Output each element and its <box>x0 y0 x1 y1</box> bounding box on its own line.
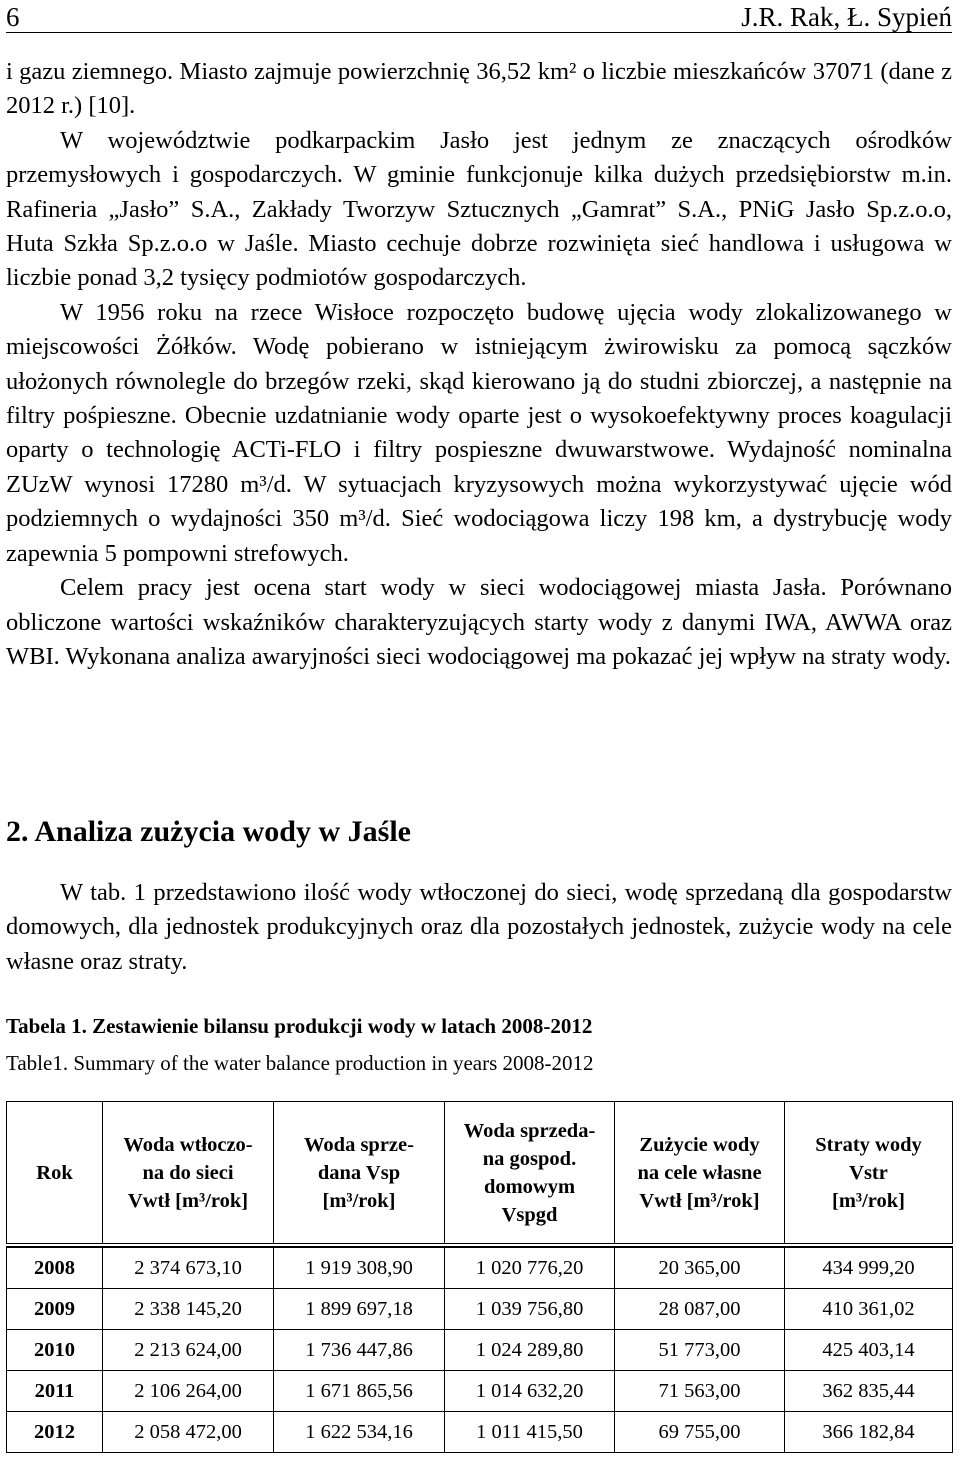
section-intro-paragraph: W tab. 1 przedstawiono ilość wody wtłoczonej do sieci, wodę sprzedaną dla gospodarstw domowych, dla jednostek produkcyjnych oraz dla pozostałych jednostek, zużycie wody na cele własne oraz straty. <box>6 879 952 975</box>
table-header-cell <box>445 1102 615 1246</box>
table-cell: 425 403,14 <box>785 1330 953 1371</box>
table-cell: 71 563,00 <box>615 1371 785 1412</box>
table-header-line: Vstr <box>849 1161 888 1184</box>
table-cell: 20 365,00 <box>615 1248 785 1289</box>
table-header-line: Zużycie wody <box>639 1133 760 1156</box>
table-caption-polish: Tabela 1. Zestawienie bilansu produkcji wody w latach 2008-2012 <box>6 1014 593 1038</box>
table-year-cell: 2011 <box>7 1371 103 1412</box>
table-header-line: Woda wtłoczo- <box>123 1133 253 1156</box>
table-header-line: na gospod. <box>482 1147 577 1170</box>
table-cell: 1 671 865,56 <box>274 1371 445 1412</box>
table-cell: 2 106 264,00 <box>103 1371 274 1412</box>
table-row <box>7 1248 953 1289</box>
table-header-line: Vwtł [m³/rok] <box>127 1189 249 1212</box>
table-year-cell: 2008 <box>7 1248 103 1289</box>
water-balance-table <box>6 1101 953 1453</box>
table-cell: 1 736 447,86 <box>274 1330 445 1371</box>
table-cell: 1 011 415,50 <box>445 1412 615 1453</box>
table-cell: 51 773,00 <box>615 1330 785 1371</box>
table-header-line: Straty wody <box>815 1133 922 1156</box>
table-caption-english: Table1. Summary of the water balance production in years 2008-2012 <box>6 1051 594 1075</box>
table-header-line: Woda sprze- <box>304 1133 414 1156</box>
table-cell: 2 338 145,20 <box>103 1289 274 1330</box>
paragraph-4: Celem pracy jest ocena start wody w sieci wodociągowej miasta Jasła. Porównano obliczone wartości wskaźników charakteryzujących starty wody z danymi IWA, AWWA oraz WBI. Wykonana analiza awaryjności sieci wodociągowej ma pokazać jej wpływ na straty wody. <box>6 574 952 670</box>
table-cell: 434 999,20 <box>785 1248 953 1289</box>
table-cell: 1 622 534,16 <box>274 1412 445 1453</box>
table-header-line: Vwtł [m³/rok] <box>639 1189 760 1212</box>
table-cell: 410 361,02 <box>785 1289 953 1330</box>
table-cell: 1 024 289,80 <box>445 1330 615 1371</box>
table-header-row <box>7 1102 953 1246</box>
table-header-cell <box>7 1102 103 1246</box>
table-year-cell: 2012 <box>7 1412 103 1453</box>
section-intro <box>6 876 952 979</box>
table-header-cell <box>274 1102 445 1246</box>
body-text <box>6 55 952 674</box>
table-cell: 69 755,00 <box>615 1412 785 1453</box>
section-heading: 2. Analiza zużycia wody w Jaśle <box>6 815 411 848</box>
table-cell: 2 213 624,00 <box>103 1330 274 1371</box>
table-header-line: Rok <box>36 1161 73 1184</box>
table-cell: 1 919 308,90 <box>274 1248 445 1289</box>
table-cell: 1 020 776,20 <box>445 1248 615 1289</box>
table-header-line: [m³/rok] <box>832 1189 905 1212</box>
table-header-cell <box>785 1102 953 1246</box>
table-cell: 1 039 756,80 <box>445 1289 615 1330</box>
table-header-line: Woda sprzeda- <box>463 1119 596 1142</box>
table-year-cell: 2010 <box>7 1330 103 1371</box>
table-row <box>7 1371 953 1412</box>
page-number: 6 <box>6 2 20 32</box>
table-cell: 362 835,44 <box>785 1371 953 1412</box>
table-cell: 28 087,00 <box>615 1289 785 1330</box>
table-header-cell <box>615 1102 785 1246</box>
table-cell: 2 058 472,00 <box>103 1412 274 1453</box>
running-header-authors: J.R. Rak, Ł. Sypień <box>741 2 952 32</box>
table-header-line: na do sieci <box>142 1161 234 1184</box>
table-row <box>7 1289 953 1330</box>
table-cell: 1 014 632,20 <box>445 1371 615 1412</box>
table-row <box>7 1412 953 1453</box>
table-cell: 366 182,84 <box>785 1412 953 1453</box>
paragraph-2: W województwie podkarpackim Jasło jest jednym ze znaczących ośrodków przemysłowych i gospodarczych. W gminie funkcjonuje kilka dużych przedsiębiorstw m.in. Rafineria „Jasło” S.A., Zakłady Tworzyw Sztucznych „Gamrat” S.A., PNiG Jasło Sp.z.o.o, Huta Szkła Sp.z.o.o w Jaśle. Miasto cechuje dobrze rozwinięta sieć handlowa i usługowa w liczbie ponad 3,2 tysięcy podmiotów gospodarczych. <box>6 126 952 292</box>
table-cell: 1 899 697,18 <box>274 1289 445 1330</box>
table-year-cell: 2009 <box>7 1289 103 1330</box>
table-header-line: domowym <box>483 1175 576 1198</box>
table-header-line: Vspgd <box>501 1203 558 1226</box>
table-header-line: na cele własne <box>637 1161 762 1184</box>
paragraph-3: W 1956 roku na rzece Wisłoce rozpoczęto budowę ujęcia wody zlokalizowanego w miejscowości Żółków. Wodę pobierano w istniejącym żwirowisku za pomocą sączków ułożonych równolegle do brzegów rzeki, skąd kierowano ją do studni zbiorczej, a następnie na filtry pośpieszne. Obecnie uzdatnianie wody oparte jest o wysokoefektywny proces koagulacji oparty o technologię ACTi-FLO i filtry pospieszne dwuwarstwowe. Wydajność nominalna ZUzW wynosi 17280 m³/d. W sytuacjach kryzysowych można wykorzystywać ujęcie wód podziemnych o wydajności 350 m³/d. Sieć wodociągowa liczy 198 km, a dystrybucję wody zapewnia 5 pompowni strefowych. <box>6 298 952 567</box>
table-header-cell <box>103 1102 274 1246</box>
table-body <box>7 1245 953 1453</box>
paragraph-1: i gazu ziemnego. Miasto zajmuje powierzchnię 36,52 km² o liczbie mieszkańców 37071 (dane z 2012 r.) [10]. <box>6 58 952 120</box>
table-cell: 2 374 673,10 <box>103 1248 274 1289</box>
table-header-line: [m³/rok] <box>322 1189 396 1212</box>
table-header-line: dana Vsp <box>317 1161 401 1184</box>
running-header <box>6 0 952 33</box>
table-row <box>7 1330 953 1371</box>
